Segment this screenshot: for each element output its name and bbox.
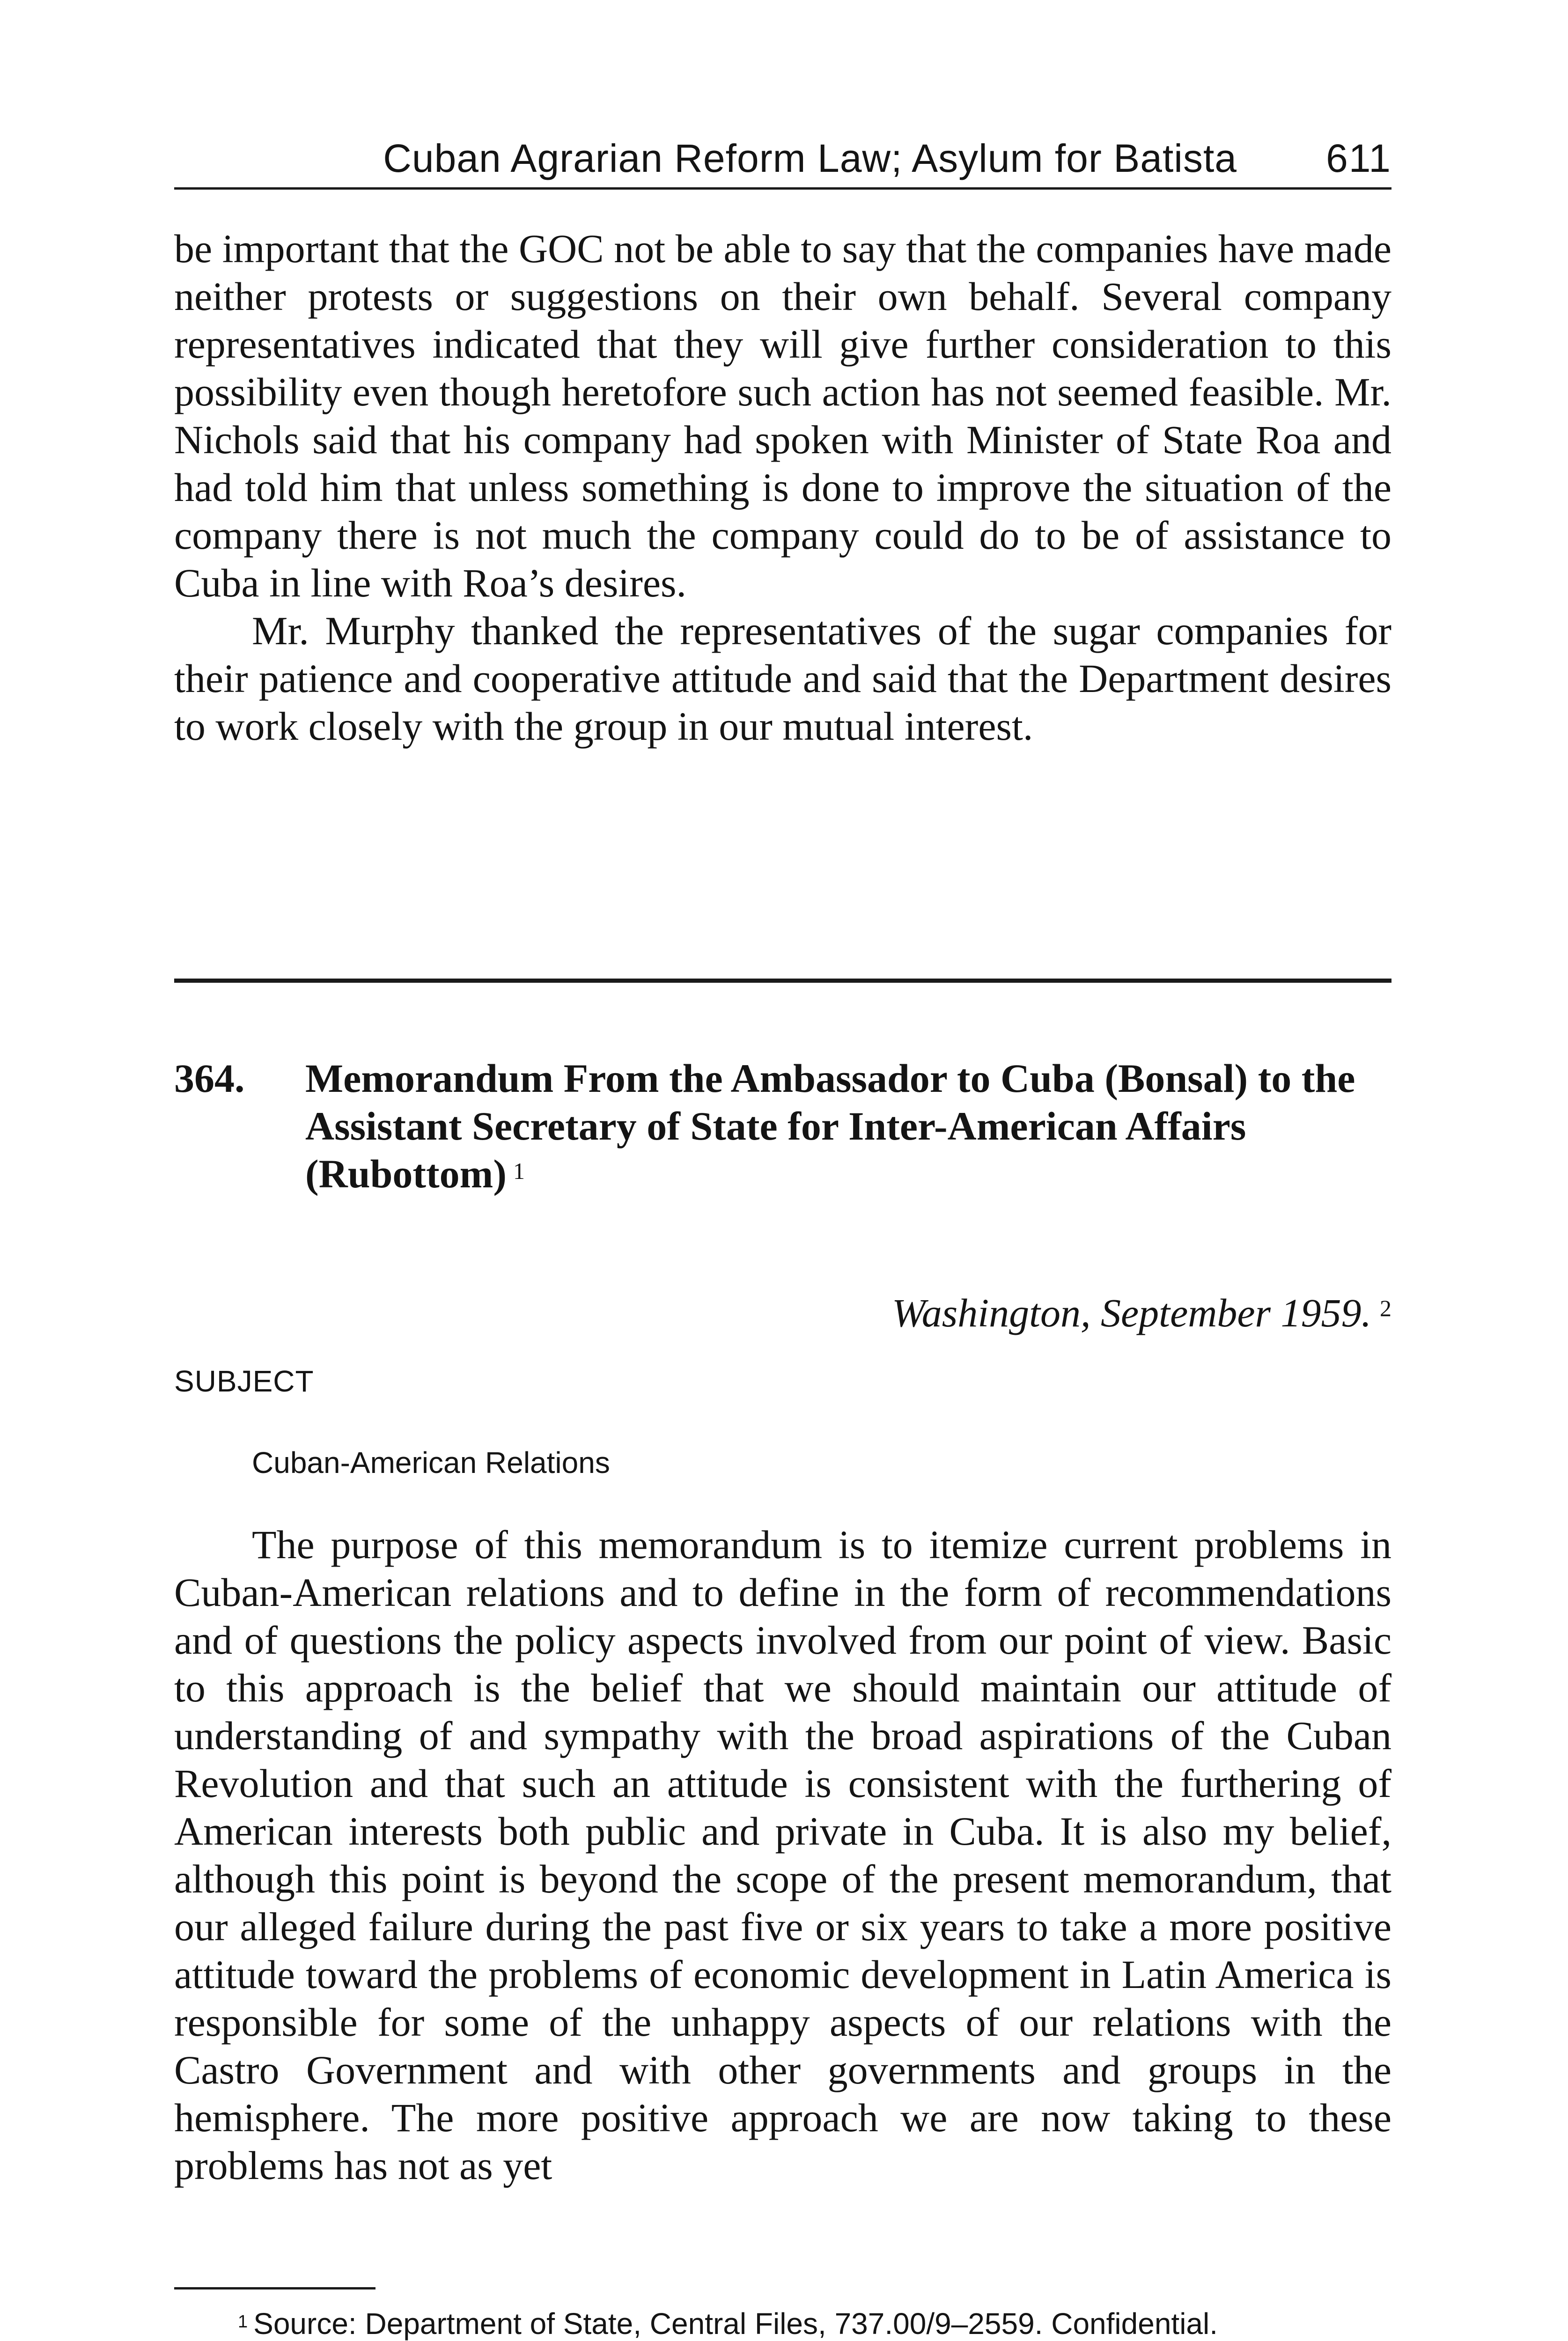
subject-text: Cuban-American Relations — [252, 1446, 610, 1480]
document-title-text: Memorandum From the Ambassador to Cuba (Bonsal) to the Assistant Secretary of State for Inter-American Affairs (Rubottom) — [305, 1056, 1355, 1196]
document-number: 364. — [174, 1056, 245, 1101]
footnote-text: Source: Department of State, Central Files, 737.00/9–2559. Confidential. — [253, 2307, 1218, 2341]
footnote-divider — [174, 2287, 375, 2289]
page-number: 611 — [1326, 136, 1391, 180]
memorandum-body — [174, 1521, 1391, 2189]
dateline-text: Washington, September 1959. — [892, 1290, 1371, 1335]
footnotes — [174, 2304, 1391, 2341]
running-head-title: Cuban Agrarian Reform Law; Asylum for Batista — [383, 136, 1237, 180]
closing-paragraph: Mr. Murphy thanked the representatives of the sugar companies for their patience and cooperative attitude and said that the Department desires to work closely with the group in our mutual interest. — [174, 608, 1391, 749]
footnote-ref: 2 — [1380, 1295, 1391, 1321]
subject-label: SUBJECT — [174, 1364, 314, 1398]
dateline — [892, 1289, 1391, 1337]
continued-text — [174, 225, 1391, 750]
running-head — [174, 126, 1391, 190]
section-divider — [174, 979, 1391, 983]
footnote-marker: 1 — [238, 2312, 248, 2332]
continued-paragraph: be important that the GOC not be able to say that the companies have made neither protests or suggestions on their own behalf. Several company representatives indicated that they will give further consideration to this possibility even though heretofore such action has not seemed feasible. Mr. Nichols said that his company had spoken with Minister of State Roa and had told him that unless something is done to improve the situation of the company there is not much the company could do to be of assistance to Cuba in line with Roa’s desires. — [174, 226, 1391, 605]
body-paragraph: The purpose of this memorandum is to itemize current problems in Cuban-American relations and to define in the form of recommendations and of questions the policy aspects involved from our point of view. Basic to this approach is the belief that we should maintain our attitude of understanding of and sympathy with the broad aspirations of the Cuban Revolution and that such an attitude is consistent with the furthering of American interests both public and private in Cuba. It is also my belief, although this point is beyond the scope of the present memorandum, that our alleged failure during the past five or six years to take a more positive attitude toward the problems of economic development in Latin America is responsible for some of the unhappy aspects of our relations with the Castro Government and with other governments and groups in the hemisphere. The more positive approach we are now taking to these problems has not as yet — [174, 1522, 1391, 2188]
footnote-ref: 1 — [513, 1158, 525, 1184]
document-title — [305, 1054, 1391, 1198]
footnote-1 — [174, 2304, 1391, 2341]
